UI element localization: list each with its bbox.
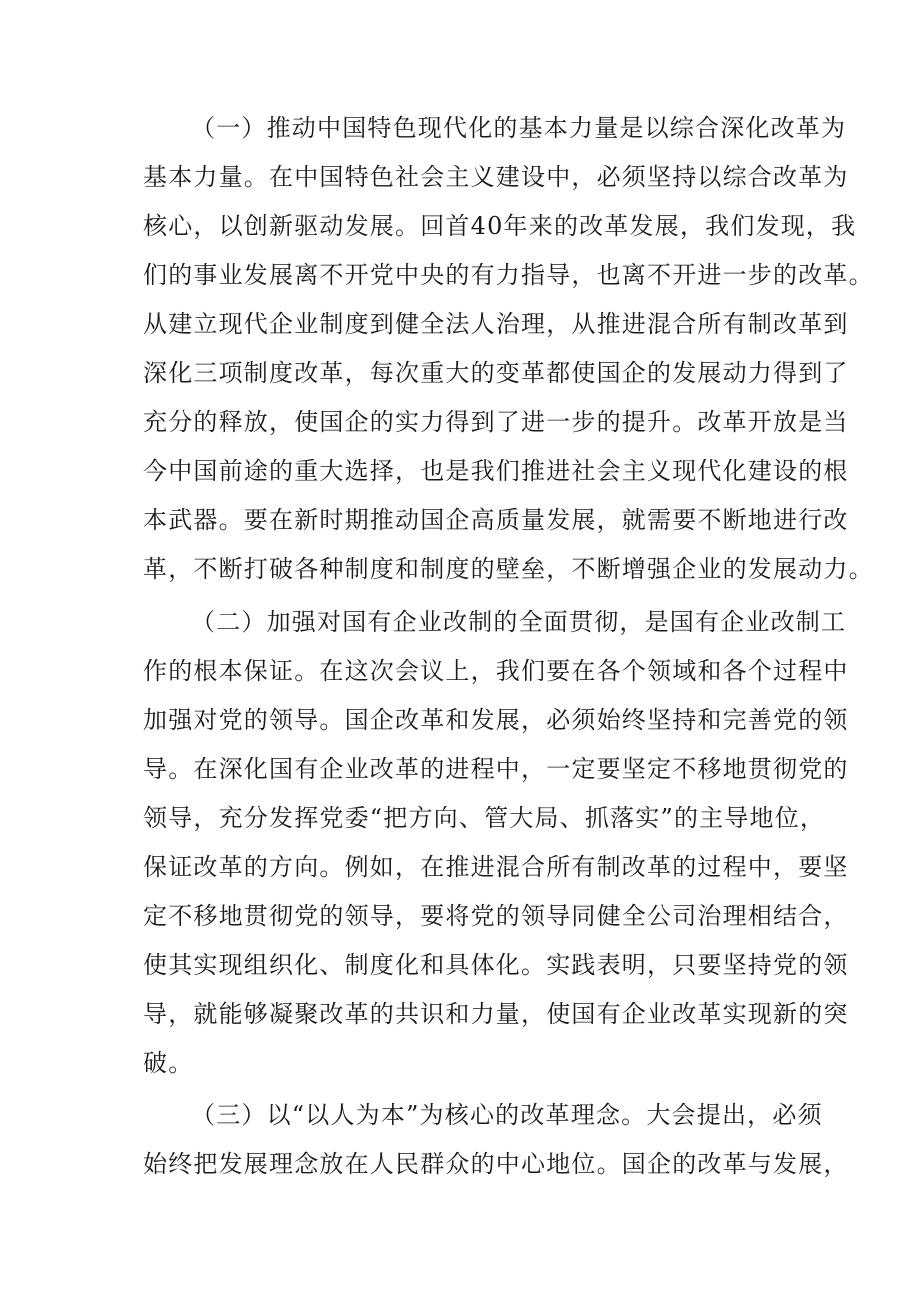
paragraph-line: 破。 <box>143 1049 194 1077</box>
paragraph-line: 核心，以创新驱动发展。回首40年来的改革发展，我们发现，我 <box>143 212 857 240</box>
paragraph-line: （二）加强对国有企业改制的全面贯彻，是国有企业改制工 <box>191 608 847 636</box>
paragraph-line: 定不移地贯彻党的领导，要将党的领导同健全公司治理相结合， <box>143 902 849 930</box>
paragraph-line: 领导，充分发挥党委“把方向、管大局、抓落实”的主导地位， <box>143 804 826 832</box>
paragraph-line: 保证改革的方向。例如，在推进混合所有制改革的过程中，要坚 <box>143 853 849 881</box>
paragraph-line: 导。在深化国有企业改革的进程中，一定要坚定不移地贯彻党的 <box>143 755 849 783</box>
paragraph-line: 基本力量。在中国特色社会主义建设中，必须坚持以综合改革为 <box>143 163 849 191</box>
paragraph-line: 今中国前途的重大选择，也是我们推进社会主义现代化建设的根 <box>143 457 849 485</box>
paragraph-line: 充分的释放，使国企的实力得到了进一步的提升。改革开放是当 <box>143 408 849 436</box>
paragraph-line: 本武器。要在新时期推动国企高质量发展，就需要不断地进行改 <box>143 506 849 534</box>
paragraph-line: 深化三项制度改革，每次重大的变革都使国企的发展动力得到了 <box>143 359 849 387</box>
paragraph-line: （一）推动中国特色现代化的基本力量是以综合深化改革为 <box>191 114 847 142</box>
paragraph-line: 使其实现组织化、制度化和具体化。实践表明，只要坚持党的领 <box>143 951 849 979</box>
paragraph-line: 始终把发展理念放在人民群众的中心地位。国企的改革与发展， <box>143 1150 849 1178</box>
paragraph-line: 作的根本保证。在这次会议上，我们要在各个领域和各个过程中 <box>143 657 849 685</box>
paragraph-line: 加强对党的领导。国企改革和发展，必须始终坚持和完善党的领 <box>143 706 849 734</box>
paragraph-line: （三）以“以人为本”为核心的改革理念。大会提出，必须 <box>191 1101 823 1129</box>
paragraph-line: 们的事业发展离不开党中央的有力指导，也离不开进一步的改革。 <box>143 261 874 289</box>
paragraph-line: 从建立现代企业制度到健全法人治理，从推进混合所有制改革到 <box>143 310 849 338</box>
paragraph-line: 革，不断打破各种制度和制度的壁垒，不断增强企业的发展动力。 <box>143 555 874 583</box>
paragraph-line: 导，就能够凝聚改革的共识和力量，使国有企业改革实现新的突 <box>143 1000 849 1028</box>
